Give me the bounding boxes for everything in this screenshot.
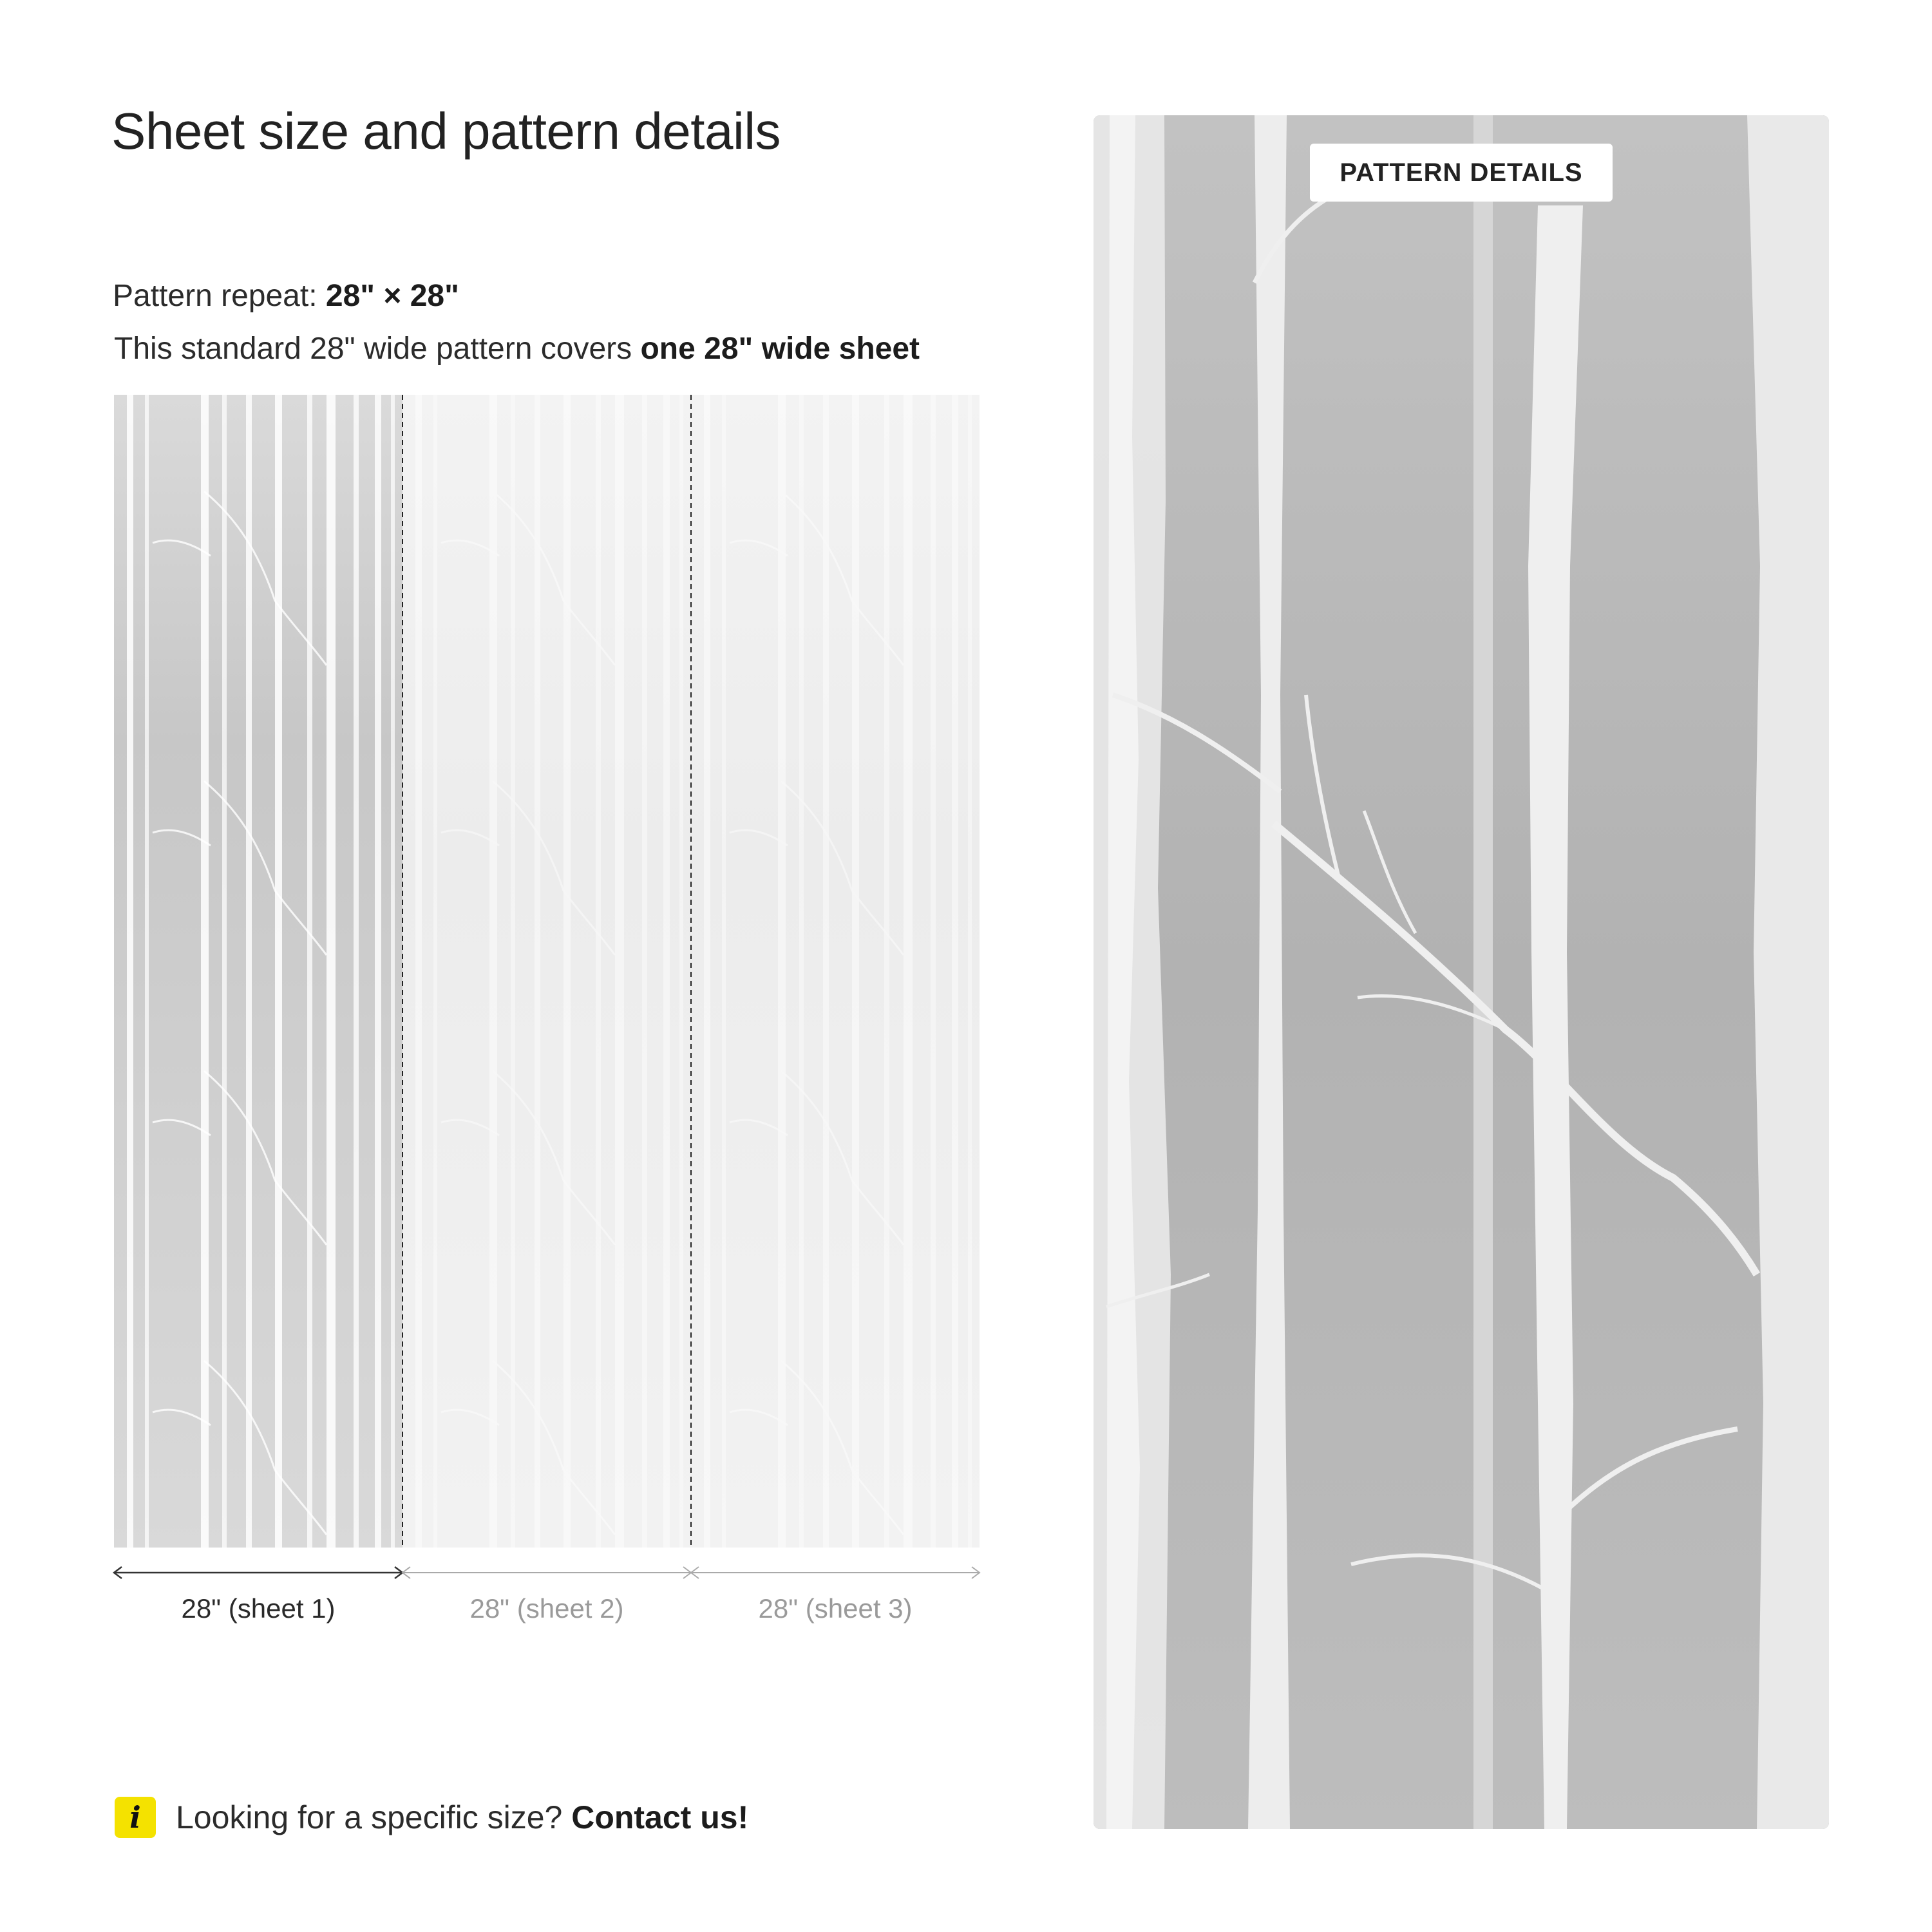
- sheet-2-label: 28" (sheet 2): [469, 1593, 624, 1624]
- birch-pattern-preview: [114, 395, 980, 1548]
- coverage-text: This standard 28" wide pattern covers: [114, 332, 641, 366]
- info-icon: i: [115, 1797, 156, 1838]
- sheet-3-label: 28" (sheet 3): [758, 1593, 913, 1624]
- sheet-1-label: 28" (sheet 1): [181, 1593, 336, 1624]
- pattern-details-badge: PATTERN DETAILS: [1310, 144, 1613, 202]
- contact-line: [176, 1797, 748, 1838]
- coverage-emphasis: one 28" wide sheet: [640, 332, 920, 366]
- page-title: Sheet size and pattern details: [111, 102, 781, 160]
- contact-text: Looking for a specific size?: [176, 1799, 572, 1835]
- sheet-preview: [114, 395, 980, 1548]
- contact-link[interactable]: Contact us!: [571, 1799, 749, 1835]
- pattern-repeat-value: 28" × 28": [325, 279, 459, 313]
- birch-pattern-detail: [1094, 115, 1829, 1829]
- sheet-dimension-lines: [111, 1560, 983, 1586]
- pattern-repeat-label: Pattern repeat:: [113, 279, 326, 313]
- pattern-detail-image: [1094, 115, 1829, 1829]
- pattern-repeat-line: [113, 278, 459, 314]
- coverage-line: [114, 331, 920, 366]
